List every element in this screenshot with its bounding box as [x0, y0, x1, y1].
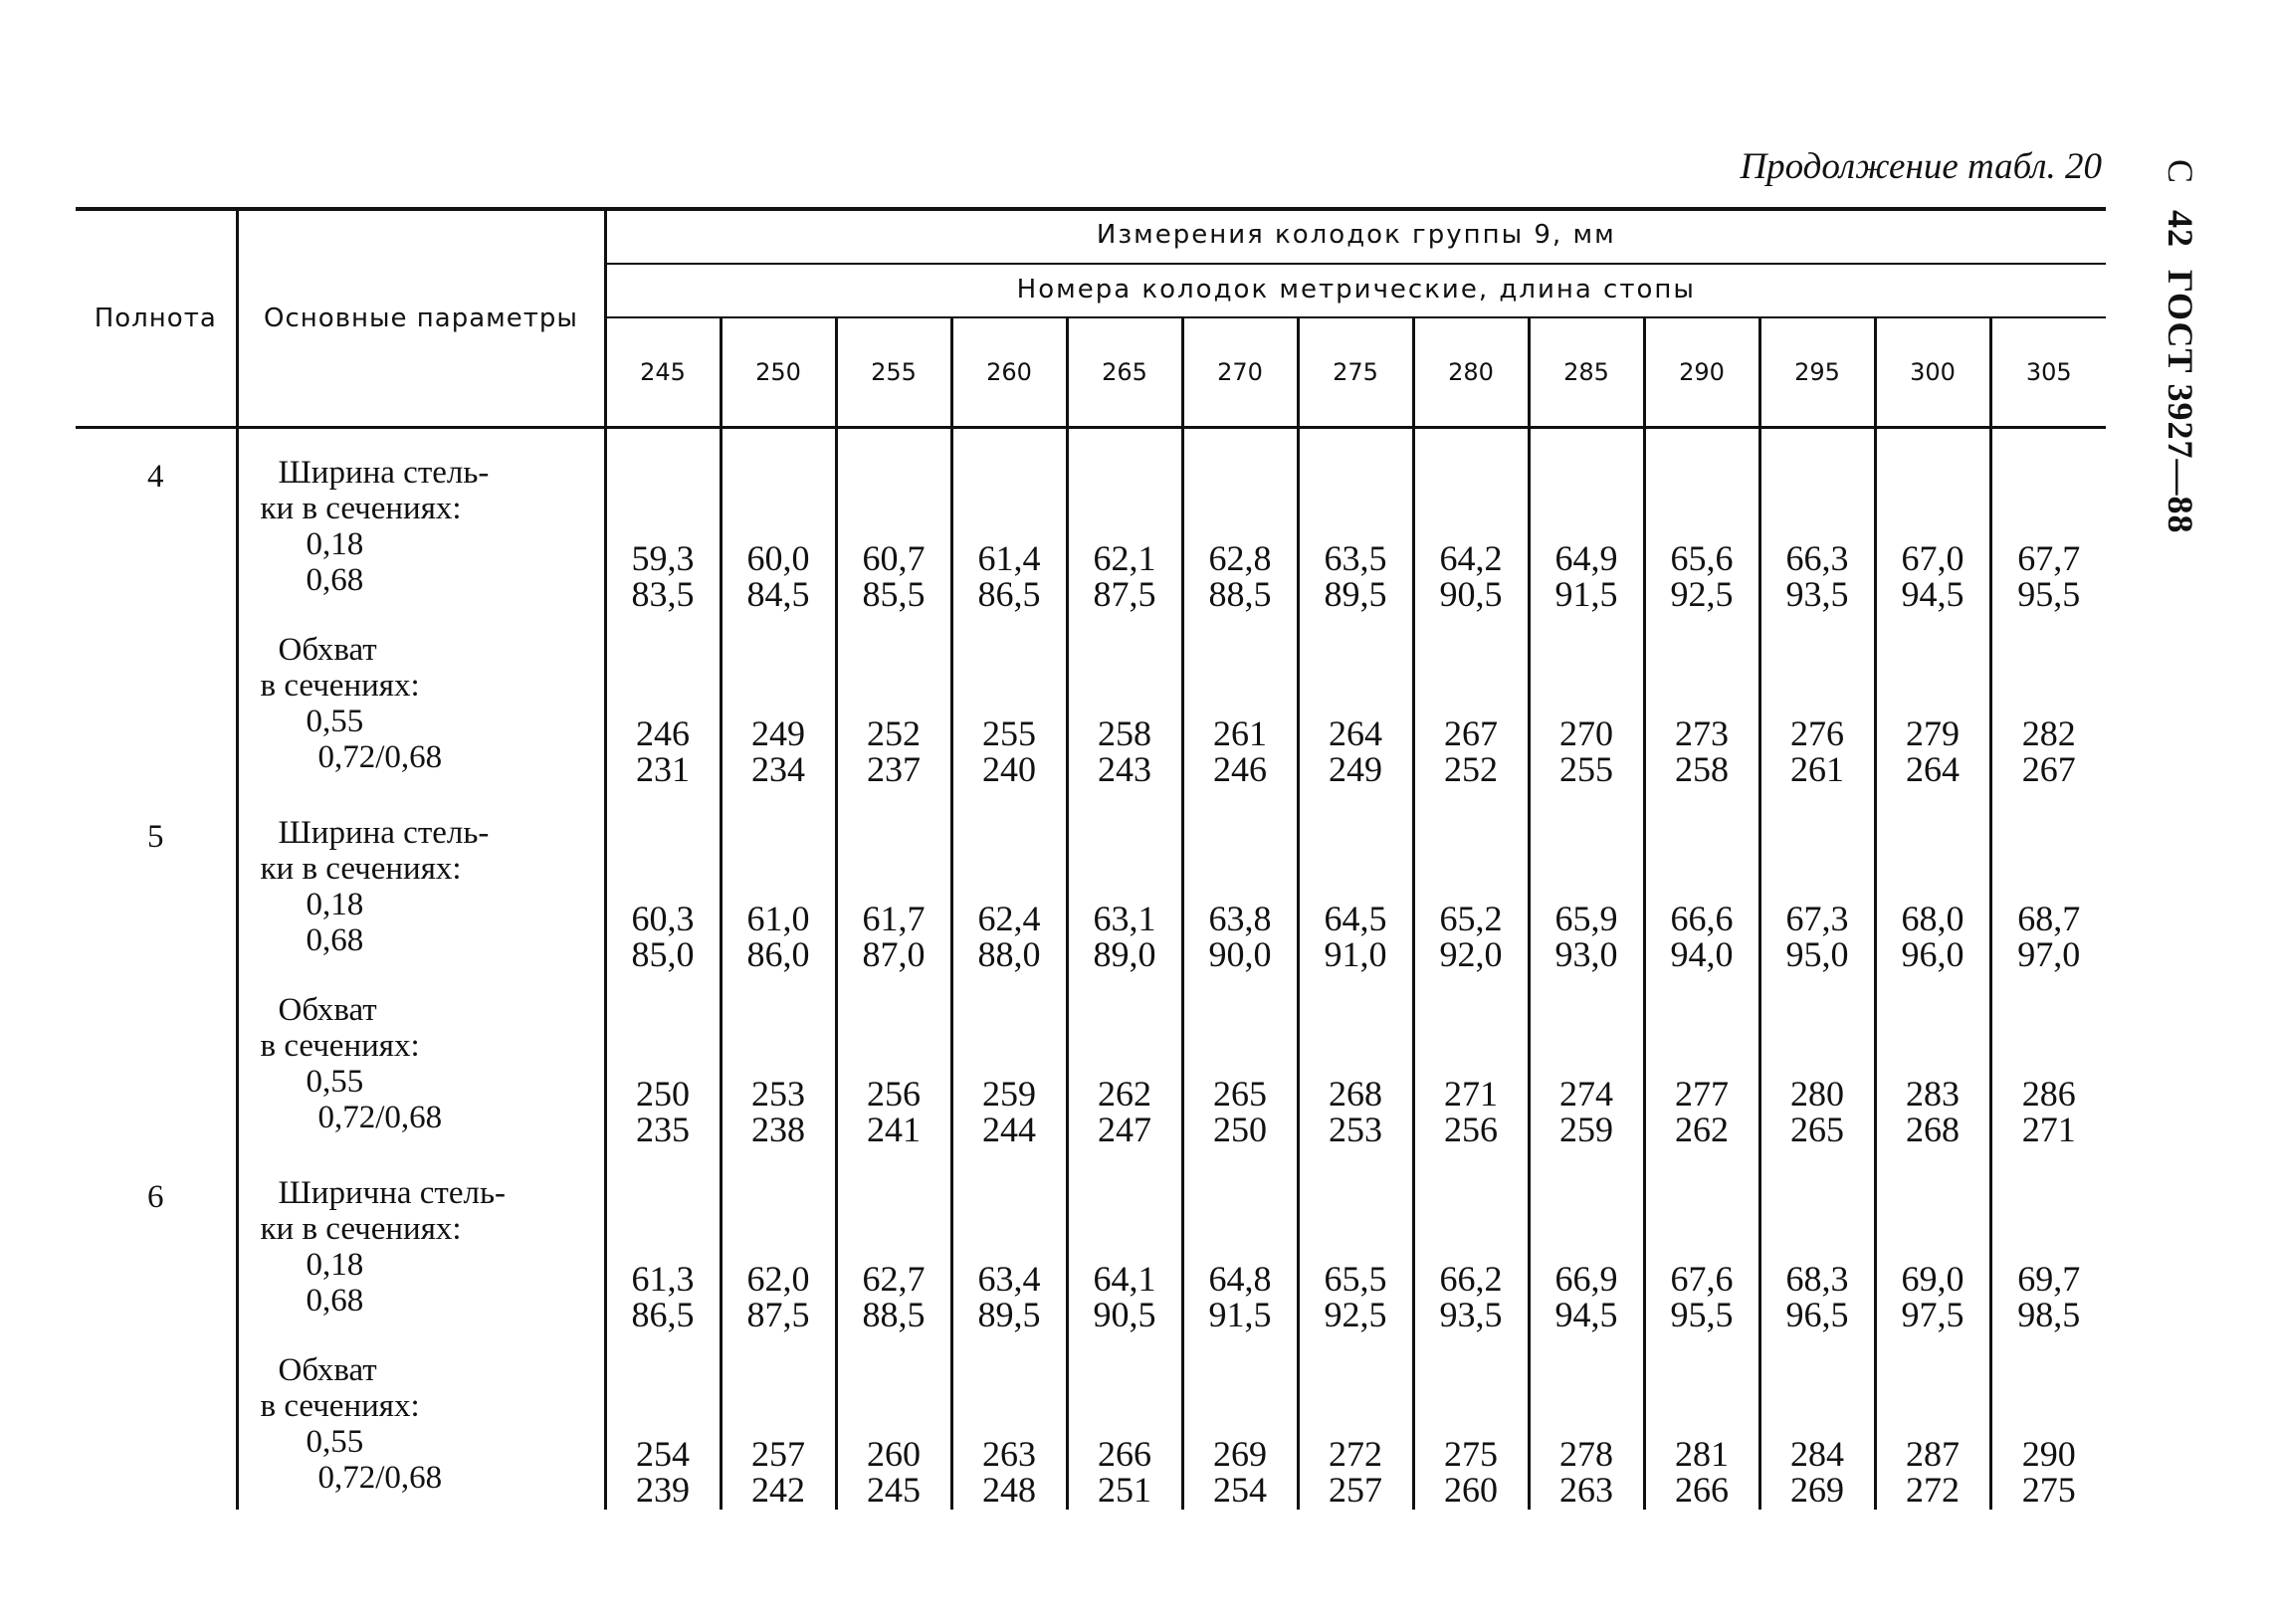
- girth-value-b: 248: [982, 1470, 1036, 1510]
- width-value-b: 94,5: [1554, 1295, 1618, 1334]
- girth-value-b: 239: [636, 1470, 690, 1510]
- width-value-b: 93,5: [1439, 1295, 1503, 1334]
- width-value-b: 85,5: [862, 574, 926, 614]
- girth-value-b: 258: [1675, 749, 1729, 789]
- header-size-265: 265: [1067, 317, 1182, 428]
- value-block: [1300, 1149, 1412, 1510]
- girth-value-b: 235: [636, 1110, 690, 1149]
- girth-value-a: 279: [1906, 713, 1960, 753]
- value-cell-260: [951, 428, 1067, 790]
- width-value-b: 84,5: [746, 574, 810, 614]
- girth-label-1: Обхват: [278, 1352, 377, 1388]
- width-value-a: 65,2: [1439, 899, 1503, 938]
- value-cell-250: [721, 1149, 836, 1510]
- value-cell-300: [1875, 789, 1990, 1149]
- width-label-2: ки в сечениях:: [260, 851, 462, 887]
- header-polnota: Полнота: [76, 209, 237, 428]
- width-value-b: 88,0: [977, 934, 1041, 974]
- width-value-b: 92,0: [1439, 934, 1503, 974]
- width-value-a: 62,4: [977, 899, 1041, 938]
- value-block: [1069, 789, 1181, 1149]
- width-value-b: 86,0: [746, 934, 810, 974]
- girth-label-2: в сечениях:: [260, 668, 420, 704]
- params-cell: [237, 428, 605, 790]
- width-value-b: 90,0: [1208, 934, 1272, 974]
- width-value-a: 68,0: [1901, 899, 1964, 938]
- girth-value-a: 261: [1213, 713, 1267, 753]
- width-value-b: 93,5: [1785, 574, 1849, 614]
- girth-label-2: в сечениях:: [260, 1028, 420, 1064]
- girth-value-b: 275: [2021, 1470, 2076, 1510]
- value-cell-265: [1067, 1149, 1182, 1510]
- value-block: [1877, 789, 1989, 1149]
- value-block: [1184, 789, 1297, 1149]
- width-value-b: 87,5: [1093, 574, 1156, 614]
- girth-value-a: 254: [636, 1434, 690, 1474]
- width-value-a: 63,4: [977, 1259, 1041, 1299]
- width-section-2: 0,68: [306, 1283, 364, 1319]
- width-value-a: 62,7: [862, 1259, 926, 1299]
- girth-value-b: 245: [867, 1470, 921, 1510]
- girth-value-a: 253: [751, 1074, 805, 1114]
- girth-section-1: 0,55: [306, 704, 364, 739]
- width-value-b: 89,5: [1324, 574, 1387, 614]
- width-section-2: 0,68: [306, 922, 364, 958]
- value-block: [1184, 1149, 1297, 1510]
- width-value-a: 69,7: [2017, 1259, 2081, 1299]
- girth-value-a: 257: [751, 1434, 805, 1474]
- girth-value-a: 277: [1675, 1074, 1729, 1114]
- side-prefix: С: [2161, 159, 2200, 185]
- header-size-260: 260: [951, 317, 1067, 428]
- value-block: [1646, 789, 1758, 1149]
- value-block: [1415, 1149, 1528, 1510]
- girth-value-b: 271: [2021, 1110, 2076, 1149]
- girth-value-a: 255: [982, 713, 1036, 753]
- girth-value-a: 263: [982, 1434, 1036, 1474]
- width-value-b: 96,5: [1785, 1295, 1849, 1334]
- girth-value-b: 261: [1790, 749, 1844, 789]
- girth-label-1: Обхват: [278, 992, 377, 1028]
- width-label-2: ки в сечениях:: [260, 1211, 462, 1247]
- table-caption: Продолжение табл. 20: [1740, 146, 2102, 187]
- girth-value-b: 259: [1559, 1110, 1613, 1149]
- value-cell-245: [605, 1149, 721, 1510]
- girth-value-a: 246: [636, 713, 690, 753]
- girth-value-a: 269: [1213, 1434, 1267, 1474]
- value-block: [1992, 429, 2107, 789]
- value-block: [1531, 1149, 1643, 1510]
- girth-value-b: 231: [636, 749, 690, 789]
- width-value-a: 61,7: [862, 899, 926, 938]
- girth-value-b: 272: [1906, 1470, 1960, 1510]
- value-block: [1761, 429, 1874, 789]
- value-block: [1646, 1149, 1758, 1510]
- table-body: [76, 428, 2106, 1511]
- value-block: [1531, 429, 1643, 789]
- girth-value-b: 263: [1559, 1470, 1613, 1510]
- value-block: [723, 789, 835, 1149]
- value-cell-305: [1990, 789, 2106, 1149]
- width-value-b: 91,5: [1208, 1295, 1272, 1334]
- girth-value-a: 274: [1559, 1074, 1613, 1114]
- value-cell-245: [605, 428, 721, 790]
- width-value-b: 97,5: [1901, 1295, 1964, 1334]
- value-cell-250: [721, 428, 836, 790]
- measurements-table: [76, 207, 2106, 1510]
- width-value-a: 60,0: [746, 538, 810, 578]
- params-block: [261, 1149, 604, 1510]
- side-standard-title: ГОСТ 3927—88: [2161, 270, 2200, 534]
- width-value-a: 68,3: [1785, 1259, 1849, 1299]
- width-value-a: 68,7: [2017, 899, 2081, 938]
- value-block: [607, 789, 720, 1149]
- value-cell-280: [1413, 789, 1529, 1149]
- width-value-a: 66,3: [1785, 538, 1849, 578]
- value-block: [1531, 789, 1643, 1149]
- value-cell-280: [1413, 1149, 1529, 1510]
- girth-value-a: 266: [1098, 1434, 1151, 1474]
- girth-label-1: Обхват: [278, 632, 377, 668]
- girth-value-a: 273: [1675, 713, 1729, 753]
- header-size-270: 270: [1182, 317, 1298, 428]
- value-cell-270: [1182, 1149, 1298, 1510]
- width-value-a: 61,0: [746, 899, 810, 938]
- girth-value-b: 242: [751, 1470, 805, 1510]
- width-value-a: 65,5: [1324, 1259, 1387, 1299]
- girth-value-a: 282: [2021, 713, 2076, 753]
- girth-section-1: 0,55: [306, 1064, 364, 1100]
- value-cell-255: [836, 1149, 951, 1510]
- width-value-b: 88,5: [1208, 574, 1272, 614]
- header-size-250: 250: [721, 317, 836, 428]
- width-value-b: 83,5: [631, 574, 695, 614]
- page-side-label: [2160, 159, 2201, 533]
- value-cell-265: [1067, 428, 1182, 790]
- width-value-a: 61,4: [977, 538, 1041, 578]
- girth-value-a: 259: [982, 1074, 1036, 1114]
- girth-value-b: 234: [751, 749, 805, 789]
- girth-value-b: 266: [1675, 1470, 1729, 1510]
- girth-value-a: 264: [1329, 713, 1382, 753]
- table-row: [76, 789, 2106, 1149]
- width-value-b: 88,5: [862, 1295, 926, 1334]
- value-block: [838, 429, 950, 789]
- width-value-b: 89,0: [1093, 934, 1156, 974]
- width-value-a: 66,2: [1439, 1259, 1503, 1299]
- value-block: [838, 789, 950, 1149]
- value-block: [1992, 1149, 2107, 1510]
- header-size-300: 300: [1875, 317, 1990, 428]
- width-value-a: 64,9: [1554, 538, 1618, 578]
- value-cell-255: [836, 428, 951, 790]
- girth-value-b: 264: [1906, 749, 1960, 789]
- width-value-a: 67,6: [1670, 1259, 1734, 1299]
- value-block: [953, 789, 1066, 1149]
- girth-value-b: 255: [1559, 749, 1613, 789]
- girth-value-a: 265: [1213, 1074, 1267, 1114]
- girth-value-b: 262: [1675, 1110, 1729, 1149]
- girth-value-a: 260: [867, 1434, 921, 1474]
- value-block: [1300, 429, 1412, 789]
- polnota-cell: 4: [147, 459, 164, 495]
- params-cell: [237, 1149, 605, 1510]
- width-value-b: 98,5: [2017, 1295, 2081, 1334]
- value-cell-275: [1298, 428, 1413, 790]
- girth-value-b: 247: [1098, 1110, 1151, 1149]
- width-label-1: Ширична стель-: [278, 1175, 506, 1211]
- header-size-295: 295: [1759, 317, 1875, 428]
- girth-value-a: 267: [1444, 713, 1498, 753]
- params-block: [261, 429, 604, 789]
- width-value-b: 95,5: [1670, 1295, 1734, 1334]
- girth-label-2: в сечениях:: [260, 1388, 420, 1424]
- girth-value-a: 270: [1559, 713, 1613, 753]
- value-cell-250: [721, 789, 836, 1149]
- value-cell-295: [1759, 1149, 1875, 1510]
- width-section-1: 0,18: [306, 1247, 364, 1283]
- width-value-a: 67,7: [2017, 538, 2081, 578]
- girth-value-a: 258: [1098, 713, 1151, 753]
- width-value-b: 90,5: [1093, 1295, 1156, 1334]
- value-cell-290: [1644, 1149, 1759, 1510]
- params-cell: [237, 789, 605, 1149]
- girth-value-b: 238: [751, 1110, 805, 1149]
- width-value-b: 94,5: [1901, 574, 1964, 614]
- girth-value-b: 256: [1444, 1110, 1498, 1149]
- value-block: [1877, 1149, 1989, 1510]
- value-block: [1877, 429, 1989, 789]
- width-value-a: 63,5: [1324, 538, 1387, 578]
- header-size-290: 290: [1644, 317, 1759, 428]
- width-value-b: 92,5: [1670, 574, 1734, 614]
- girth-value-a: 271: [1444, 1074, 1498, 1114]
- width-value-b: 91,5: [1554, 574, 1618, 614]
- girth-value-a: 284: [1790, 1434, 1844, 1474]
- width-value-a: 62,8: [1208, 538, 1272, 578]
- width-value-b: 92,5: [1324, 1295, 1387, 1334]
- width-value-a: 60,3: [631, 899, 695, 938]
- girth-value-b: 251: [1098, 1470, 1151, 1510]
- girth-section-2: 0,72/0,68: [317, 1460, 443, 1496]
- girth-value-b: 241: [867, 1110, 921, 1149]
- girth-value-b: 268: [1906, 1110, 1960, 1149]
- side-page-number: 42: [2161, 210, 2200, 249]
- value-block: [1184, 429, 1297, 789]
- value-cell-305: [1990, 1149, 2106, 1510]
- width-label-1: Ширина стель-: [278, 815, 490, 851]
- width-value-a: 61,3: [631, 1259, 695, 1299]
- girth-value-b: 265: [1790, 1110, 1844, 1149]
- width-value-a: 59,3: [631, 538, 695, 578]
- girth-value-b: 244: [982, 1110, 1036, 1149]
- value-cell-305: [1990, 428, 2106, 790]
- header-size-305: 305: [1990, 317, 2106, 428]
- value-cell-275: [1298, 1149, 1413, 1510]
- value-cell-290: [1644, 789, 1759, 1149]
- width-value-b: 87,5: [746, 1295, 810, 1334]
- value-cell-255: [836, 789, 951, 1149]
- width-value-b: 95,5: [2017, 574, 2081, 614]
- header-group: Измерения колодок группы 9, мм: [605, 209, 2106, 264]
- value-block: [1415, 789, 1528, 1149]
- width-section-1: 0,18: [306, 526, 364, 562]
- value-cell-285: [1529, 1149, 1644, 1510]
- value-block: [723, 1149, 835, 1510]
- value-block: [607, 429, 720, 789]
- width-value-a: 62,1: [1093, 538, 1156, 578]
- header-size-280: 280: [1413, 317, 1529, 428]
- width-label-1: Ширина стель-: [278, 455, 490, 491]
- width-value-b: 97,0: [2017, 934, 2081, 974]
- value-block: [953, 1149, 1066, 1510]
- girth-value-a: 278: [1559, 1434, 1613, 1474]
- value-cell-300: [1875, 428, 1990, 790]
- value-block: [1761, 789, 1874, 1149]
- width-value-a: 66,9: [1554, 1259, 1618, 1299]
- width-value-b: 89,5: [977, 1295, 1041, 1334]
- girth-value-b: 246: [1213, 749, 1267, 789]
- girth-value-a: 272: [1329, 1434, 1382, 1474]
- value-cell-295: [1759, 789, 1875, 1149]
- girth-value-a: 262: [1098, 1074, 1151, 1114]
- width-value-b: 86,5: [977, 574, 1041, 614]
- header-params: Основные параметры: [237, 209, 605, 428]
- girth-value-a: 276: [1790, 713, 1844, 753]
- girth-value-b: 253: [1329, 1110, 1382, 1149]
- value-block: [1069, 429, 1181, 789]
- girth-value-a: 290: [2021, 1434, 2076, 1474]
- width-value-a: 63,1: [1093, 899, 1156, 938]
- width-value-a: 63,8: [1208, 899, 1272, 938]
- value-block: [1761, 1149, 1874, 1510]
- width-value-b: 94,0: [1670, 934, 1734, 974]
- value-block: [953, 429, 1066, 789]
- width-value-a: 64,8: [1208, 1259, 1272, 1299]
- width-value-a: 64,1: [1093, 1259, 1156, 1299]
- girth-value-b: 269: [1790, 1470, 1844, 1510]
- value-block: [1415, 429, 1528, 789]
- header-size-245: 245: [605, 317, 721, 428]
- value-cell-285: [1529, 428, 1644, 790]
- girth-value-a: 280: [1790, 1074, 1844, 1114]
- width-value-a: 64,2: [1439, 538, 1503, 578]
- value-block: [838, 1149, 950, 1510]
- value-block: [1069, 1149, 1181, 1510]
- width-value-b: 91,0: [1324, 934, 1387, 974]
- width-value-a: 64,5: [1324, 899, 1387, 938]
- width-value-b: 96,0: [1901, 934, 1964, 974]
- header-numbers: Номера колодок метрические, длина стопы: [605, 264, 2106, 317]
- width-value-a: 62,0: [746, 1259, 810, 1299]
- polnota-cell: 5: [147, 819, 164, 855]
- girth-value-a: 275: [1444, 1434, 1498, 1474]
- polnota-cell: 6: [147, 1179, 164, 1215]
- width-label-2: ки в сечениях:: [260, 491, 462, 526]
- girth-value-b: 240: [982, 749, 1036, 789]
- value-cell-270: [1182, 789, 1298, 1149]
- value-cell-260: [951, 1149, 1067, 1510]
- girth-value-b: 252: [1444, 749, 1498, 789]
- value-cell-275: [1298, 789, 1413, 1149]
- girth-value-a: 281: [1675, 1434, 1729, 1474]
- width-value-a: 67,3: [1785, 899, 1849, 938]
- girth-value-b: 267: [2021, 749, 2076, 789]
- girth-value-a: 268: [1329, 1074, 1382, 1114]
- value-cell-300: [1875, 1149, 1990, 1510]
- width-section-2: 0,68: [306, 562, 364, 598]
- width-value-a: 67,0: [1901, 538, 1964, 578]
- value-cell-245: [605, 789, 721, 1149]
- width-value-b: 85,0: [631, 934, 695, 974]
- girth-section-2: 0,72/0,68: [317, 739, 443, 775]
- girth-value-a: 287: [1906, 1434, 1960, 1474]
- width-value-b: 87,0: [862, 934, 926, 974]
- width-value-b: 93,0: [1554, 934, 1618, 974]
- table-row: [76, 1149, 2106, 1510]
- width-section-1: 0,18: [306, 887, 364, 922]
- girth-value-b: 243: [1098, 749, 1151, 789]
- value-block: [1300, 789, 1412, 1149]
- width-value-a: 66,6: [1670, 899, 1734, 938]
- header-size-275: 275: [1298, 317, 1413, 428]
- value-cell-290: [1644, 428, 1759, 790]
- girth-value-b: 254: [1213, 1470, 1267, 1510]
- girth-value-a: 256: [867, 1074, 921, 1114]
- girth-section-1: 0,55: [306, 1424, 364, 1460]
- value-cell-295: [1759, 428, 1875, 790]
- girth-value-a: 250: [636, 1074, 690, 1114]
- value-cell-260: [951, 789, 1067, 1149]
- value-cell-280: [1413, 428, 1529, 790]
- header-size-255: 255: [836, 317, 951, 428]
- value-cell-285: [1529, 789, 1644, 1149]
- girth-value-b: 249: [1329, 749, 1382, 789]
- value-cell-270: [1182, 428, 1298, 790]
- value-block: [1646, 429, 1758, 789]
- girth-value-a: 252: [867, 713, 921, 753]
- value-block: [723, 429, 835, 789]
- value-block: [1992, 789, 2107, 1149]
- width-value-b: 86,5: [631, 1295, 695, 1334]
- params-block: [261, 789, 604, 1149]
- girth-value-a: 283: [1906, 1074, 1960, 1114]
- width-value-b: 90,5: [1439, 574, 1503, 614]
- value-cell-265: [1067, 789, 1182, 1149]
- girth-value-a: 286: [2021, 1074, 2076, 1114]
- table-row: [76, 428, 2106, 790]
- girth-value-b: 260: [1444, 1470, 1498, 1510]
- girth-section-2: 0,72/0,68: [317, 1100, 443, 1135]
- girth-value-a: 249: [751, 713, 805, 753]
- width-value-a: 65,6: [1670, 538, 1734, 578]
- girth-value-b: 250: [1213, 1110, 1267, 1149]
- girth-value-b: 237: [867, 749, 921, 789]
- width-value-a: 60,7: [862, 538, 926, 578]
- header-size-285: 285: [1529, 317, 1644, 428]
- value-block: [607, 1149, 720, 1510]
- girth-value-b: 257: [1329, 1470, 1382, 1510]
- width-value-a: 65,9: [1554, 899, 1618, 938]
- width-value-b: 95,0: [1785, 934, 1849, 974]
- width-value-a: 69,0: [1901, 1259, 1964, 1299]
